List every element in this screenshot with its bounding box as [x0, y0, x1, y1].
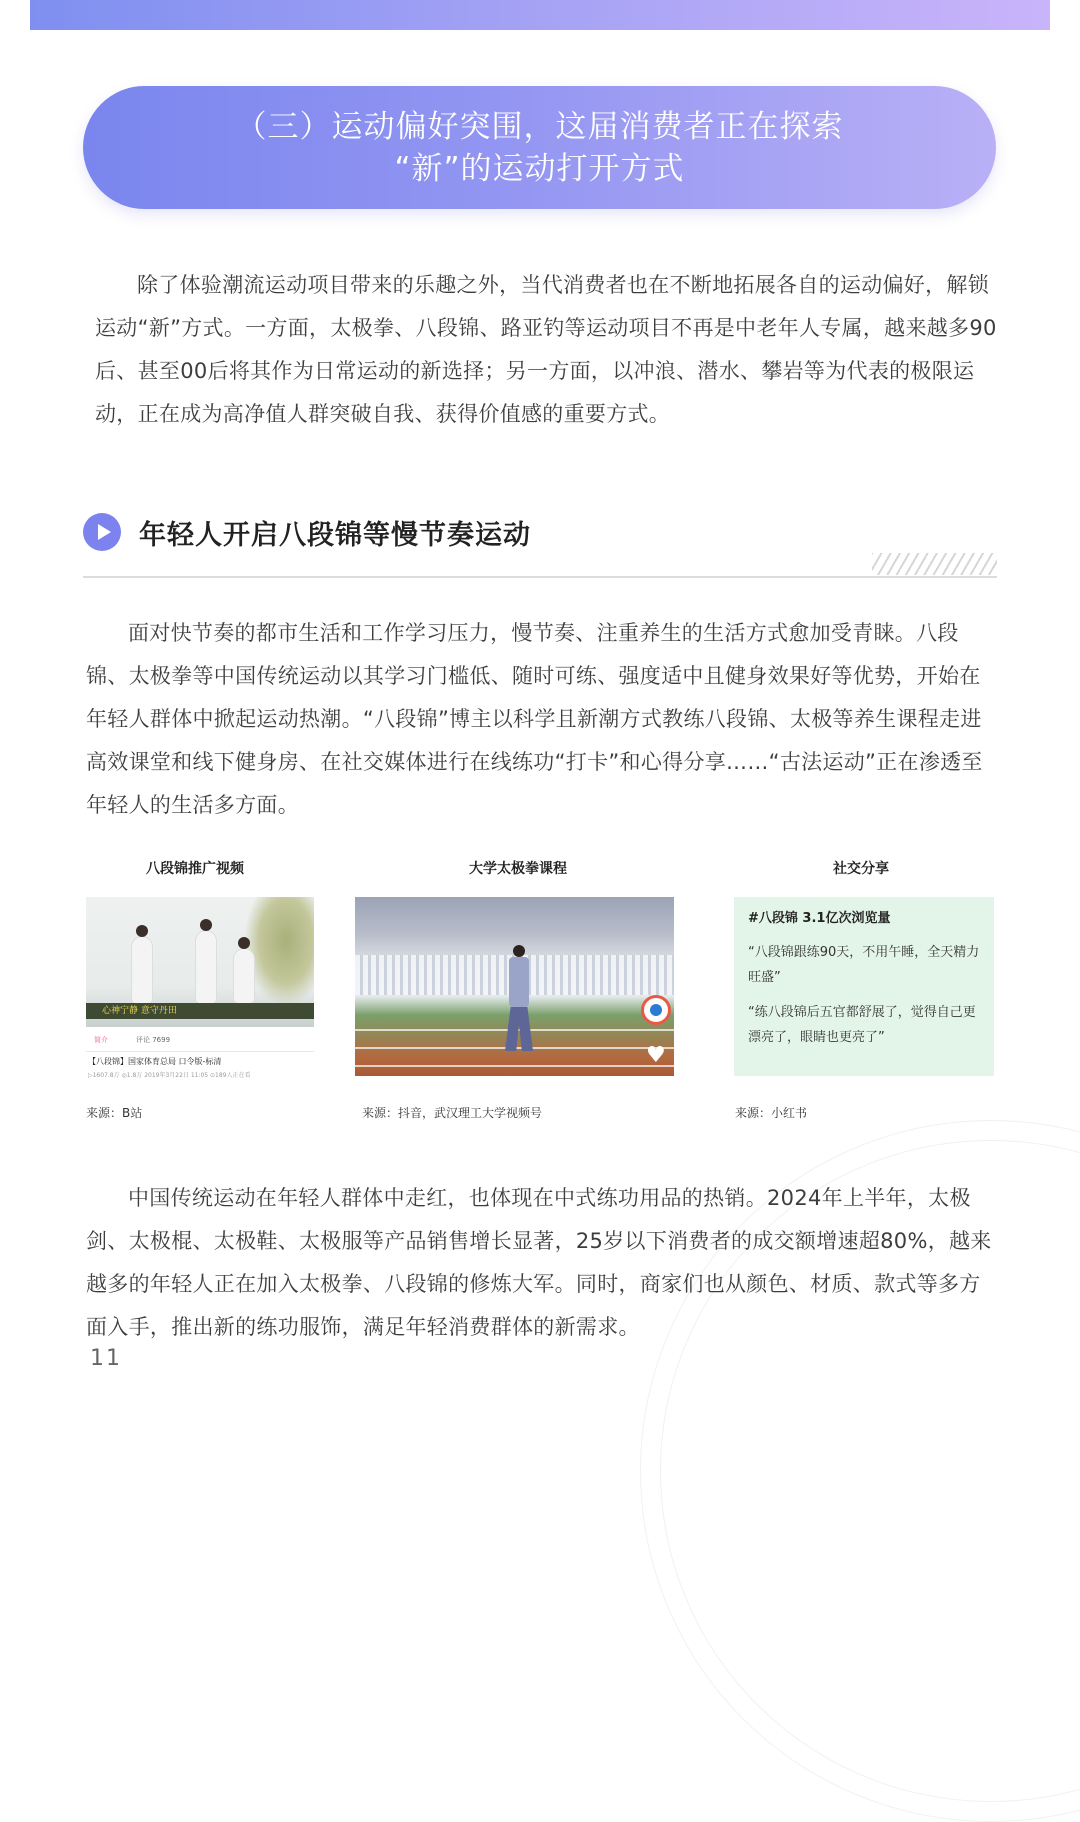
intro-paragraph: 除了体验潮流运动项目带来的乐趣之外，当代消费者也在不断地拓展各自的运动偏好，解锁运动“新”方式。一方面，太极拳、八段锦、路亚钓等运动项目不再是中老年人专属，越来越多90后、甚至00后将其作为日常运动的新选择；另一方面，以冲浪、潜水、攀岩等为代表的极限运动，正在成为高净值人群突破自我、获得价值感的重要方式。: [95, 273, 997, 426]
banner-title-line-2: “新”的运动打开方式: [394, 150, 685, 187]
section-heading: [83, 510, 531, 554]
tabs-divider: [86, 1051, 314, 1052]
video-meta: ▷1607.8万 ◎1.8万 2019年3月22日 11:05 ⊙189人正在看: [88, 1072, 251, 1079]
bilibili-video-screenshot: [86, 897, 314, 1085]
chapter-banner: [83, 86, 996, 209]
willow-tree: [244, 897, 314, 1007]
panel-caption-video: 八段锦推广视频: [146, 861, 244, 877]
track-lane: [355, 1065, 674, 1067]
performer-figure: [132, 937, 152, 1003]
performer-figure: [196, 931, 216, 1003]
video-tabs: [94, 1035, 170, 1045]
section-paragraph: 面对快节奏的都市生活和工作学习压力，慢节奏、注重养生的生活方式愈加受青睐。八段锦、太极拳等中国传统运动以其学习门槛低、随时可练、强度适中且健身效果好等优势，开始在年轻人群体中掀起运动热潮。“八段锦”博主以科学且新潮方式教练八段锦、太极等养生课程走进高效课堂和线下健身房、在社交媒体进行在线练功“打卡”和心得分享……“古法运动”正在渗透至年轻人的生活多方面。: [86, 621, 983, 817]
source-douyin: 来源：抖音，武汉理工大学视频号: [362, 1106, 543, 1120]
stripe-decoration: [872, 553, 997, 575]
social-share-card: [734, 897, 994, 1076]
user-quote: “练八段锦后五官都舒展了，觉得自己更漂亮了，眼睛也更亮了”: [748, 1005, 976, 1045]
tab-intro: 简介: [94, 1036, 108, 1044]
video-frame: [86, 897, 314, 1027]
tab-comments: 评论 7699: [136, 1036, 171, 1044]
video-title: 【八段锦】国家体育总局 口令版-标清: [88, 1057, 222, 1066]
banner-title-line-1: （三）运动偏好突围，这届消费者正在探索: [235, 108, 844, 145]
closing-paragraph: 中国传统运动在年轻人群体中走红，也体现在中式练功用品的热销。2024年上半年，太极剑、太极棍、太极鞋、太极服等产品销售增长显著，25岁以下消费者的成交额增速超80%，越来越多的年轻人正在加入太极拳、八段锦的修炼大军。同时，商家们也从颜色、材质、款式等多方面入手，推出新的练功服饰，满足年轻消费群体的新需求。: [86, 1186, 992, 1339]
heart-icon: ♥: [646, 1043, 666, 1068]
page-number: 11: [90, 1346, 122, 1371]
section-divider: [83, 576, 997, 578]
lead-performer: [505, 945, 531, 1055]
source-xiaohongshu: 来源：小红书: [735, 1106, 808, 1120]
section-title: 年轻人开启八段锦等慢节奏运动: [139, 519, 531, 551]
university-logo-icon: [641, 995, 671, 1025]
play-circle-icon: [83, 513, 121, 551]
panel-caption-social: 社交分享: [833, 861, 889, 877]
top-gradient-bar: [30, 0, 1050, 30]
performer-figure: [234, 949, 254, 1003]
source-bilibili: 来源：B站: [86, 1106, 143, 1120]
subtitle-strip: 心神宁静 意守丹田: [86, 1003, 314, 1019]
panel-caption-course: 大学太极拳课程: [469, 861, 567, 877]
video-info: [86, 1027, 314, 1085]
taichi-class-photo: [355, 897, 674, 1076]
user-quote: “八段锦跟练90天，不用午睡，全天精力旺盛”: [748, 945, 980, 985]
hashtag-views: #八段锦 3.1亿次浏览量: [748, 911, 891, 926]
